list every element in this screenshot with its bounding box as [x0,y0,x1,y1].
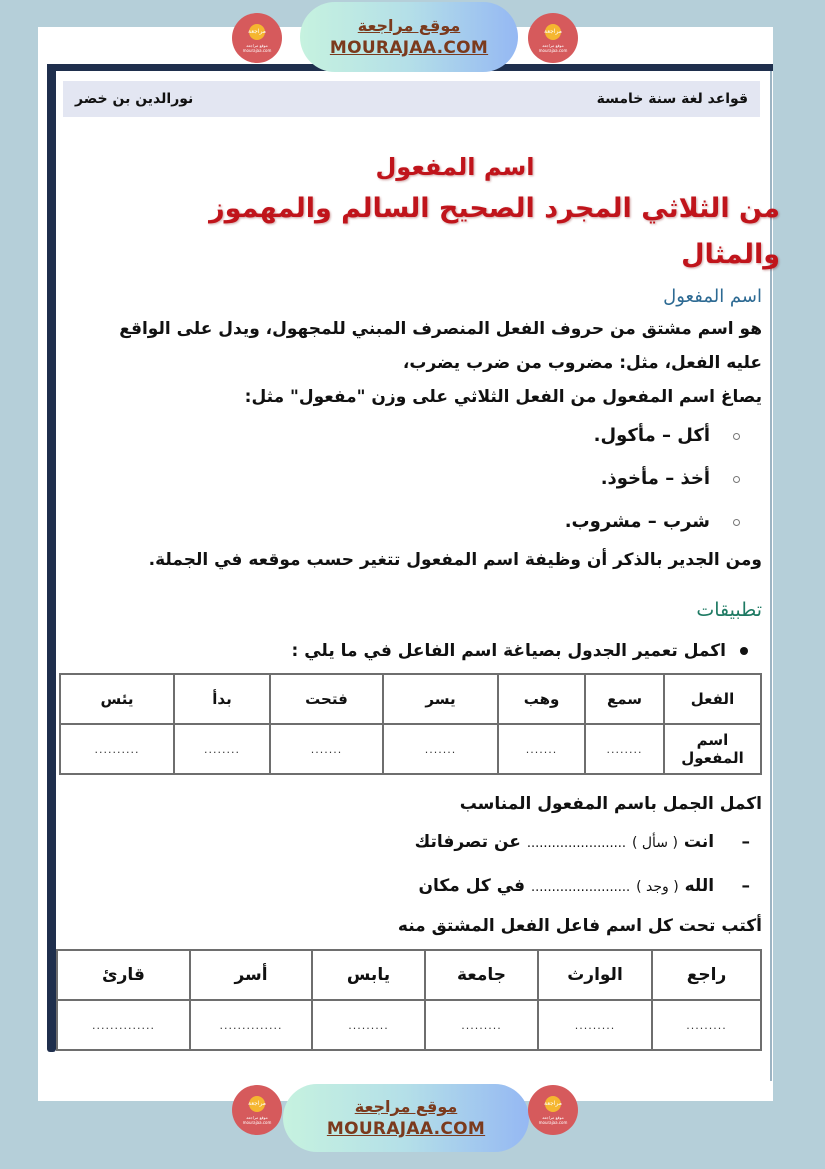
logo-icon [528,1085,578,1135]
example-item: أخذ – مأخوذ. [62,457,762,500]
table-row [60,724,761,774]
exercises-heading: تطبيقات [696,599,762,621]
title-line-1: اسم المفعول [375,153,535,181]
word-cell: يابس [312,950,425,1000]
lesson-content [62,282,762,1051]
verb-cell: فتحت [270,674,383,724]
verb-hint: ( وجد ) [636,879,679,895]
answer-blank[interactable]: .............. [190,1000,312,1050]
worksheet-header [63,81,760,117]
formation-rule: يصاغ اسم المفعول من الفعل الثلاثي على وزن "مفعول" مثل: [244,387,762,407]
examples-list [62,414,762,543]
answer-blank[interactable]: .............. [57,1000,190,1050]
sentence-start: انت [683,832,715,852]
sentence-end: عن تصرفاتك [414,832,521,852]
table-row [60,674,761,724]
answer-blank[interactable]: ........ [585,724,664,774]
site-name-arabic: موقع مراجعة [357,16,461,35]
logo-caption: موقع مراجعة mourajaa.com [242,1114,272,1125]
answer-blank[interactable]: ....... [383,724,498,774]
site-badge-top[interactable] [300,2,518,72]
verb-cell: يئس [60,674,174,724]
answer-blank[interactable]: ........ [174,724,270,774]
definition-text-2: عليه الفعل، مثل: مضروب من ضرب يضرب، [402,353,762,373]
answer-blank[interactable]: ........................ [526,836,627,851]
verb-cell: بدأ [174,674,270,724]
logo-icon [232,1085,282,1135]
sentence-1 [62,821,762,865]
dash-marker: – [741,832,750,852]
answer-blank[interactable]: ......... [425,1000,538,1050]
row-label: الفعل [664,674,761,724]
task-2-instruction: اكمل الجمل باسم المفعول المناسب [459,794,762,814]
logo-badge-icon: مراجعة [249,1096,265,1112]
note-text: ومن الجدير بالذكر أن وظيفة اسم المفعول تتغير حسب موقعه في الجملة. [148,550,762,570]
answer-blank[interactable]: ....... [498,724,585,774]
definition-heading: اسم المفعول [663,286,762,307]
frame-left-border [47,64,56,1052]
word-cell: الوارث [538,950,652,1000]
answer-blank[interactable]: ......... [312,1000,425,1050]
site-name-latin: MOURAJAA.COM [326,1119,486,1139]
word-table [56,949,762,1051]
title-line-2: من الثلاثي المجرد الصحيح السالم والمهموز والمثال [209,193,780,270]
logo-icon [528,13,578,63]
answer-blank[interactable]: ......... [538,1000,652,1050]
site-name-arabic: موقع مراجعة [354,1097,458,1116]
dash-marker: – [741,876,750,896]
row-label: اسم المفعول [664,724,761,774]
lesson-title [130,148,780,278]
example-item: أكل – مأكول. [62,414,762,457]
subject-label: قواعد لغة سنة خامسة [596,91,748,107]
verb-hint: ( سأل ) [631,835,678,851]
site-name-latin: MOURAJAA.COM [329,38,489,58]
site-badge-bottom[interactable] [283,1084,529,1152]
answer-blank[interactable]: ......... [652,1000,761,1050]
verb-cell: وهب [498,674,585,724]
verb-cell: يسر [383,674,498,724]
word-cell: قارئ [57,950,190,1000]
logo-badge-icon: مراجعة [545,24,561,40]
verb-cell: سمع [585,674,664,724]
table-row [57,1000,761,1050]
word-cell: راجع [652,950,761,1000]
logo-caption: موقع مراجعة mourajaa.com [242,42,272,53]
logo-badge-icon: مراجعة [249,24,265,40]
task-3-instruction: أكتب تحت كل اسم فاعل الفعل المشتق منه [397,916,762,936]
answer-blank[interactable]: ........................ [530,880,631,895]
table-row [57,950,761,1000]
verb-table [59,673,762,775]
word-cell: أسر [190,950,312,1000]
word-cell: جامعة [425,950,538,1000]
logo-badge-icon: مراجعة [545,1096,561,1112]
logo-icon [232,13,282,63]
author-label: نورالدين بن خضر [75,91,194,107]
answer-blank[interactable]: ....... [270,724,383,774]
answer-blank[interactable]: .......... [60,724,174,774]
logo-caption: موقع مراجعة mourajaa.com [538,42,568,53]
definition-text-1: هو اسم مشتق من حروف الفعل المنصرف المبني للمجهول، ويدل على الواقع [119,319,762,339]
sentence-2 [62,865,762,909]
example-item: شرب – مشروب. [62,500,762,543]
sentence-end: في كل مكان [418,876,526,896]
logo-caption: موقع مراجعة mourajaa.com [538,1114,568,1125]
sentence-start: الله [684,876,715,896]
task-1-instruction: اكمل تعمير الجدول بصياغة اسم الفاعل في ما يلي : [62,635,762,667]
